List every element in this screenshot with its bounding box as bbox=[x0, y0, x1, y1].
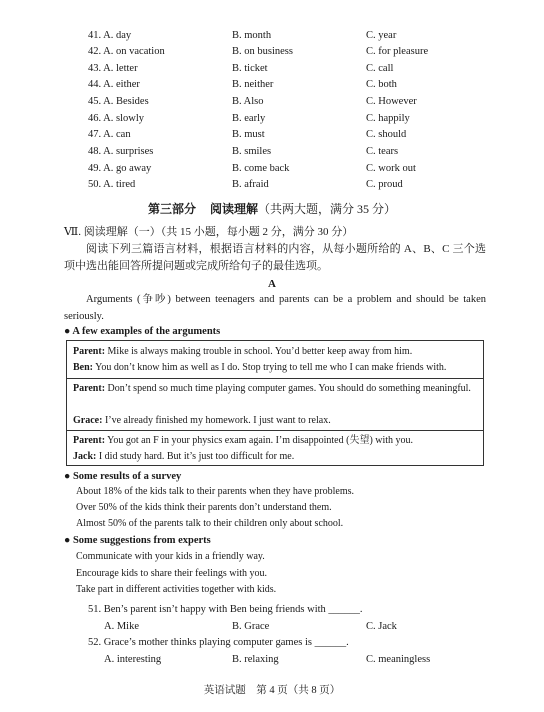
option-row bbox=[0, 161, 544, 177]
passage-label: A bbox=[268, 278, 276, 290]
option-a: 50. A. tired bbox=[88, 179, 136, 190]
survey-item: About 18% of the kids talk to their parents when they have problems. bbox=[76, 486, 354, 497]
option-b: B. Grace bbox=[232, 621, 270, 632]
speaker: Parent: bbox=[73, 435, 106, 446]
arguments-table bbox=[66, 340, 484, 466]
utterance: I’ve already finished my homework. I just want to relax. bbox=[102, 415, 331, 426]
option-row bbox=[0, 144, 544, 160]
option-a: 45. A. Besides bbox=[88, 96, 149, 107]
option-c: C. should bbox=[366, 129, 407, 140]
speaker: Parent: bbox=[73, 383, 106, 394]
option-a: 46. A. slowly bbox=[88, 113, 145, 124]
speaker: Ben: bbox=[73, 362, 93, 373]
option-c: C. year bbox=[366, 30, 397, 41]
part-note: （共两大题，满分 35 分） bbox=[258, 202, 397, 216]
table-divider bbox=[67, 430, 483, 431]
option-a: 42. A. on vacation bbox=[88, 46, 165, 57]
option-b: B. month bbox=[232, 30, 272, 41]
option-b: B. afraid bbox=[232, 179, 269, 190]
option-b: B. early bbox=[232, 113, 266, 124]
dialogue-line bbox=[67, 360, 483, 376]
utterance: You don’t know him as well as I do. Stop trying to tell me who I can make friends with. bbox=[93, 362, 447, 373]
option-b: B. neither bbox=[232, 79, 274, 90]
utterance: I did study hard. But it’s just too difficult for me. bbox=[96, 451, 295, 462]
option-row bbox=[0, 61, 544, 77]
survey-item: Over 50% of the kids think their parents don’t understand them. bbox=[76, 502, 332, 513]
option-a: 43. A. letter bbox=[88, 63, 138, 74]
option-c: C. meaningless bbox=[366, 654, 431, 665]
dialogue-line bbox=[67, 344, 483, 360]
option-c: C. proud bbox=[366, 179, 403, 190]
speaker: Jack: bbox=[73, 451, 97, 462]
option-a: 41. A. day bbox=[88, 30, 132, 41]
suggestion-item: Take part in different activities together with kids. bbox=[76, 584, 277, 595]
option-b: B. come back bbox=[232, 163, 290, 174]
table-divider bbox=[67, 378, 483, 379]
suggestion-item: Communicate with your kids in a friendly way. bbox=[76, 551, 265, 562]
option-c: C. happily bbox=[366, 113, 410, 124]
speaker: Parent: bbox=[73, 346, 106, 357]
option-b: B. ticket bbox=[232, 63, 268, 74]
option-b: B. must bbox=[232, 129, 265, 140]
survey-item: Almost 50% of the parents talk to their children only about school. bbox=[76, 518, 344, 529]
page-footer: 英语试题 第 4 页（共 8 页） bbox=[203, 685, 341, 696]
option-a: A. Mike bbox=[104, 621, 139, 632]
examples-heading: ● A few examples of the arguments bbox=[64, 326, 221, 337]
option-row bbox=[0, 111, 544, 127]
option-c: C. call bbox=[366, 63, 394, 74]
part-heading bbox=[0, 200, 544, 218]
option-c: C. work out bbox=[366, 163, 416, 174]
option-a: 49. A. go away bbox=[88, 163, 152, 174]
speaker: Grace: bbox=[73, 415, 103, 426]
utterance: Don’t spend so much time playing computer games. You should do something meaningful. bbox=[105, 383, 471, 394]
utterance: You got an F in your physics exam again. I’m disappointed (失望) with you. bbox=[105, 435, 414, 446]
option-c: C. for pleasure bbox=[366, 46, 429, 57]
survey-heading: ● Some results of a survey bbox=[64, 471, 182, 482]
part-subtitle: 阅读理解 bbox=[209, 202, 258, 216]
instruction-text: 阅读下列三篇语言材料，根据语言材料的内容，从每小题所给的 A、B、C 三个选项中选出能回答所提问题或完成所给句子的最佳选项。 bbox=[64, 243, 486, 272]
option-row bbox=[0, 177, 544, 193]
part-title: 第三部分 bbox=[147, 202, 196, 216]
option-b: B. smiles bbox=[232, 146, 272, 157]
question-options bbox=[0, 652, 544, 668]
dialogue-line bbox=[67, 449, 483, 465]
option-a: 44. A. either bbox=[88, 79, 140, 90]
option-b: B. on business bbox=[232, 46, 293, 57]
passage-intro: Arguments (争吵) between teenagers and parents can be a problem and should be taken seriously. bbox=[64, 294, 486, 322]
option-b: B. relaxing bbox=[232, 654, 279, 665]
option-c: C. However bbox=[366, 96, 417, 107]
suggestion-item: Encourage kids to share their feelings with you. bbox=[76, 568, 268, 579]
option-a: A. interesting bbox=[104, 654, 162, 665]
option-c: C. Jack bbox=[366, 621, 397, 632]
option-c: C. both bbox=[366, 79, 397, 90]
option-row bbox=[0, 28, 544, 44]
option-c: C. tears bbox=[366, 146, 399, 157]
option-row bbox=[0, 44, 544, 60]
option-a: 47. A. can bbox=[88, 129, 131, 140]
dialogue-line bbox=[67, 381, 483, 397]
dialogue-line bbox=[67, 413, 483, 429]
question-stem: 52. Grace’s mother thinks playing computer games is ______. bbox=[88, 637, 349, 648]
option-row bbox=[0, 77, 544, 93]
dialogue-line bbox=[67, 433, 483, 449]
option-a: 48. A. surprises bbox=[88, 146, 154, 157]
option-row bbox=[0, 127, 544, 143]
question-options bbox=[0, 619, 544, 635]
option-row bbox=[0, 94, 544, 110]
suggestions-heading: ● Some suggestions from experts bbox=[64, 535, 211, 546]
section-heading: Ⅶ. 阅读理解（一）（共 15 小题，每小题 2 分，满分 30 分） bbox=[64, 226, 354, 238]
option-b: B. Also bbox=[232, 96, 264, 107]
utterance: Mike is always making trouble in school. You’d better keep away from him. bbox=[105, 346, 413, 357]
question-stem: 51. Ben’s parent isn’t happy with Ben being friends with ______. bbox=[88, 604, 363, 615]
